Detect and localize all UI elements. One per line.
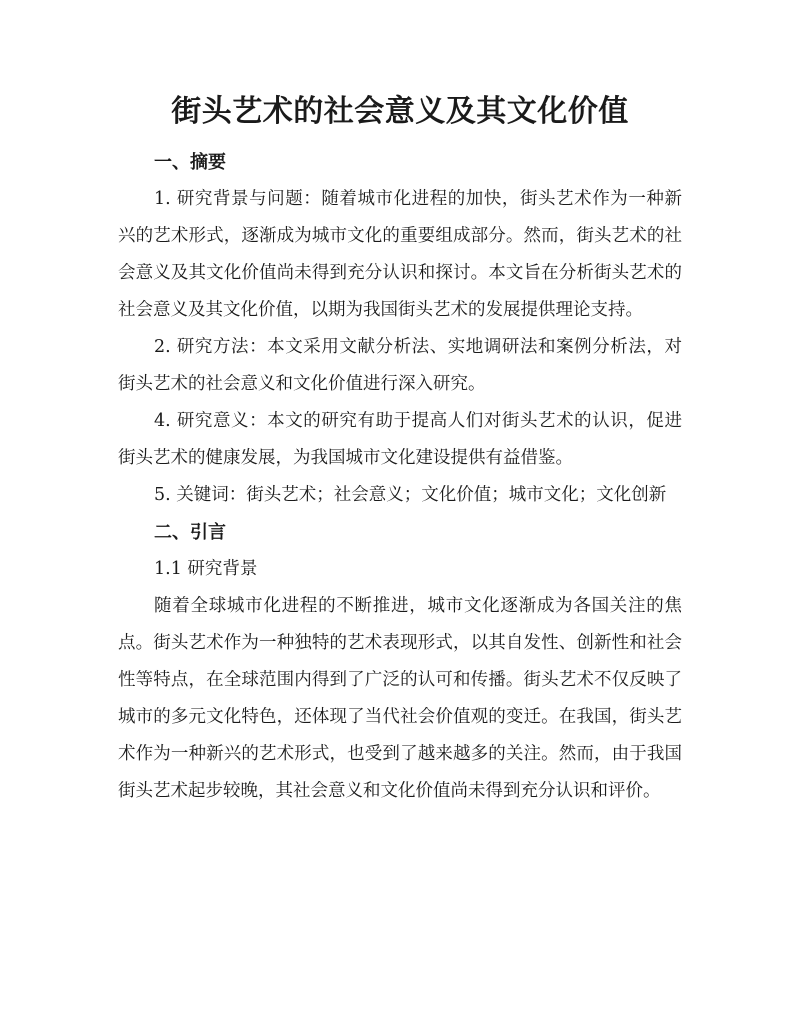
abstract-paragraph-background: 1. 研究背景与问题：随着城市化进程的加快，街头艺术作为一种新兴的艺术形式，逐渐成为城市文化的重要组成部分。然而，街头艺术的社会意义及其文化价值尚未得到充分认识和探讨。本文旨在分析街头艺术的社会意义及其文化价值，以期为我国街头艺术的发展提供理论支持。 bbox=[118, 189, 682, 320]
section-heading-introduction: 二、引言 bbox=[154, 522, 226, 543]
introduction-paragraph: 随着全球城市化进程的不断推进，城市文化逐渐成为各国关注的焦点。街头艺术作为一种独特的艺术表现形式，以其自发性、创新性和社会性等特点，在全球范围内得到了广泛的认可和传播。街头艺术不仅反映了城市的多元文化特色，还体现了当代社会价值观的变迁。在我国，街头艺术作为一种新兴的艺术形式，也受到了越来越多的关注。然而，由于我国街头艺术起步较晚，其社会意义和文化价值尚未得到充分认识和评价。 bbox=[118, 596, 682, 801]
abstract-paragraph-keywords: 5. 关键词：街头艺术；社会意义；文化价值；城市文化；文化创新 bbox=[154, 485, 667, 505]
subsection-heading-background: 1.1 研究背景 bbox=[154, 559, 258, 579]
abstract-paragraph-method: 2. 研究方法：本文采用文献分析法、实地调研法和案例分析法，对街头艺术的社会意义和文化价值进行深入研究。 bbox=[118, 337, 682, 394]
document-title: 街头艺术的社会意义及其文化价值 bbox=[171, 94, 629, 129]
abstract-paragraph-significance: 4. 研究意义：本文的研究有助于提高人们对街头艺术的认识，促进街头艺术的健康发展，为我国城市文化建设提供有益借鉴。 bbox=[118, 411, 682, 468]
section-heading-abstract: 一、摘要 bbox=[154, 152, 226, 173]
